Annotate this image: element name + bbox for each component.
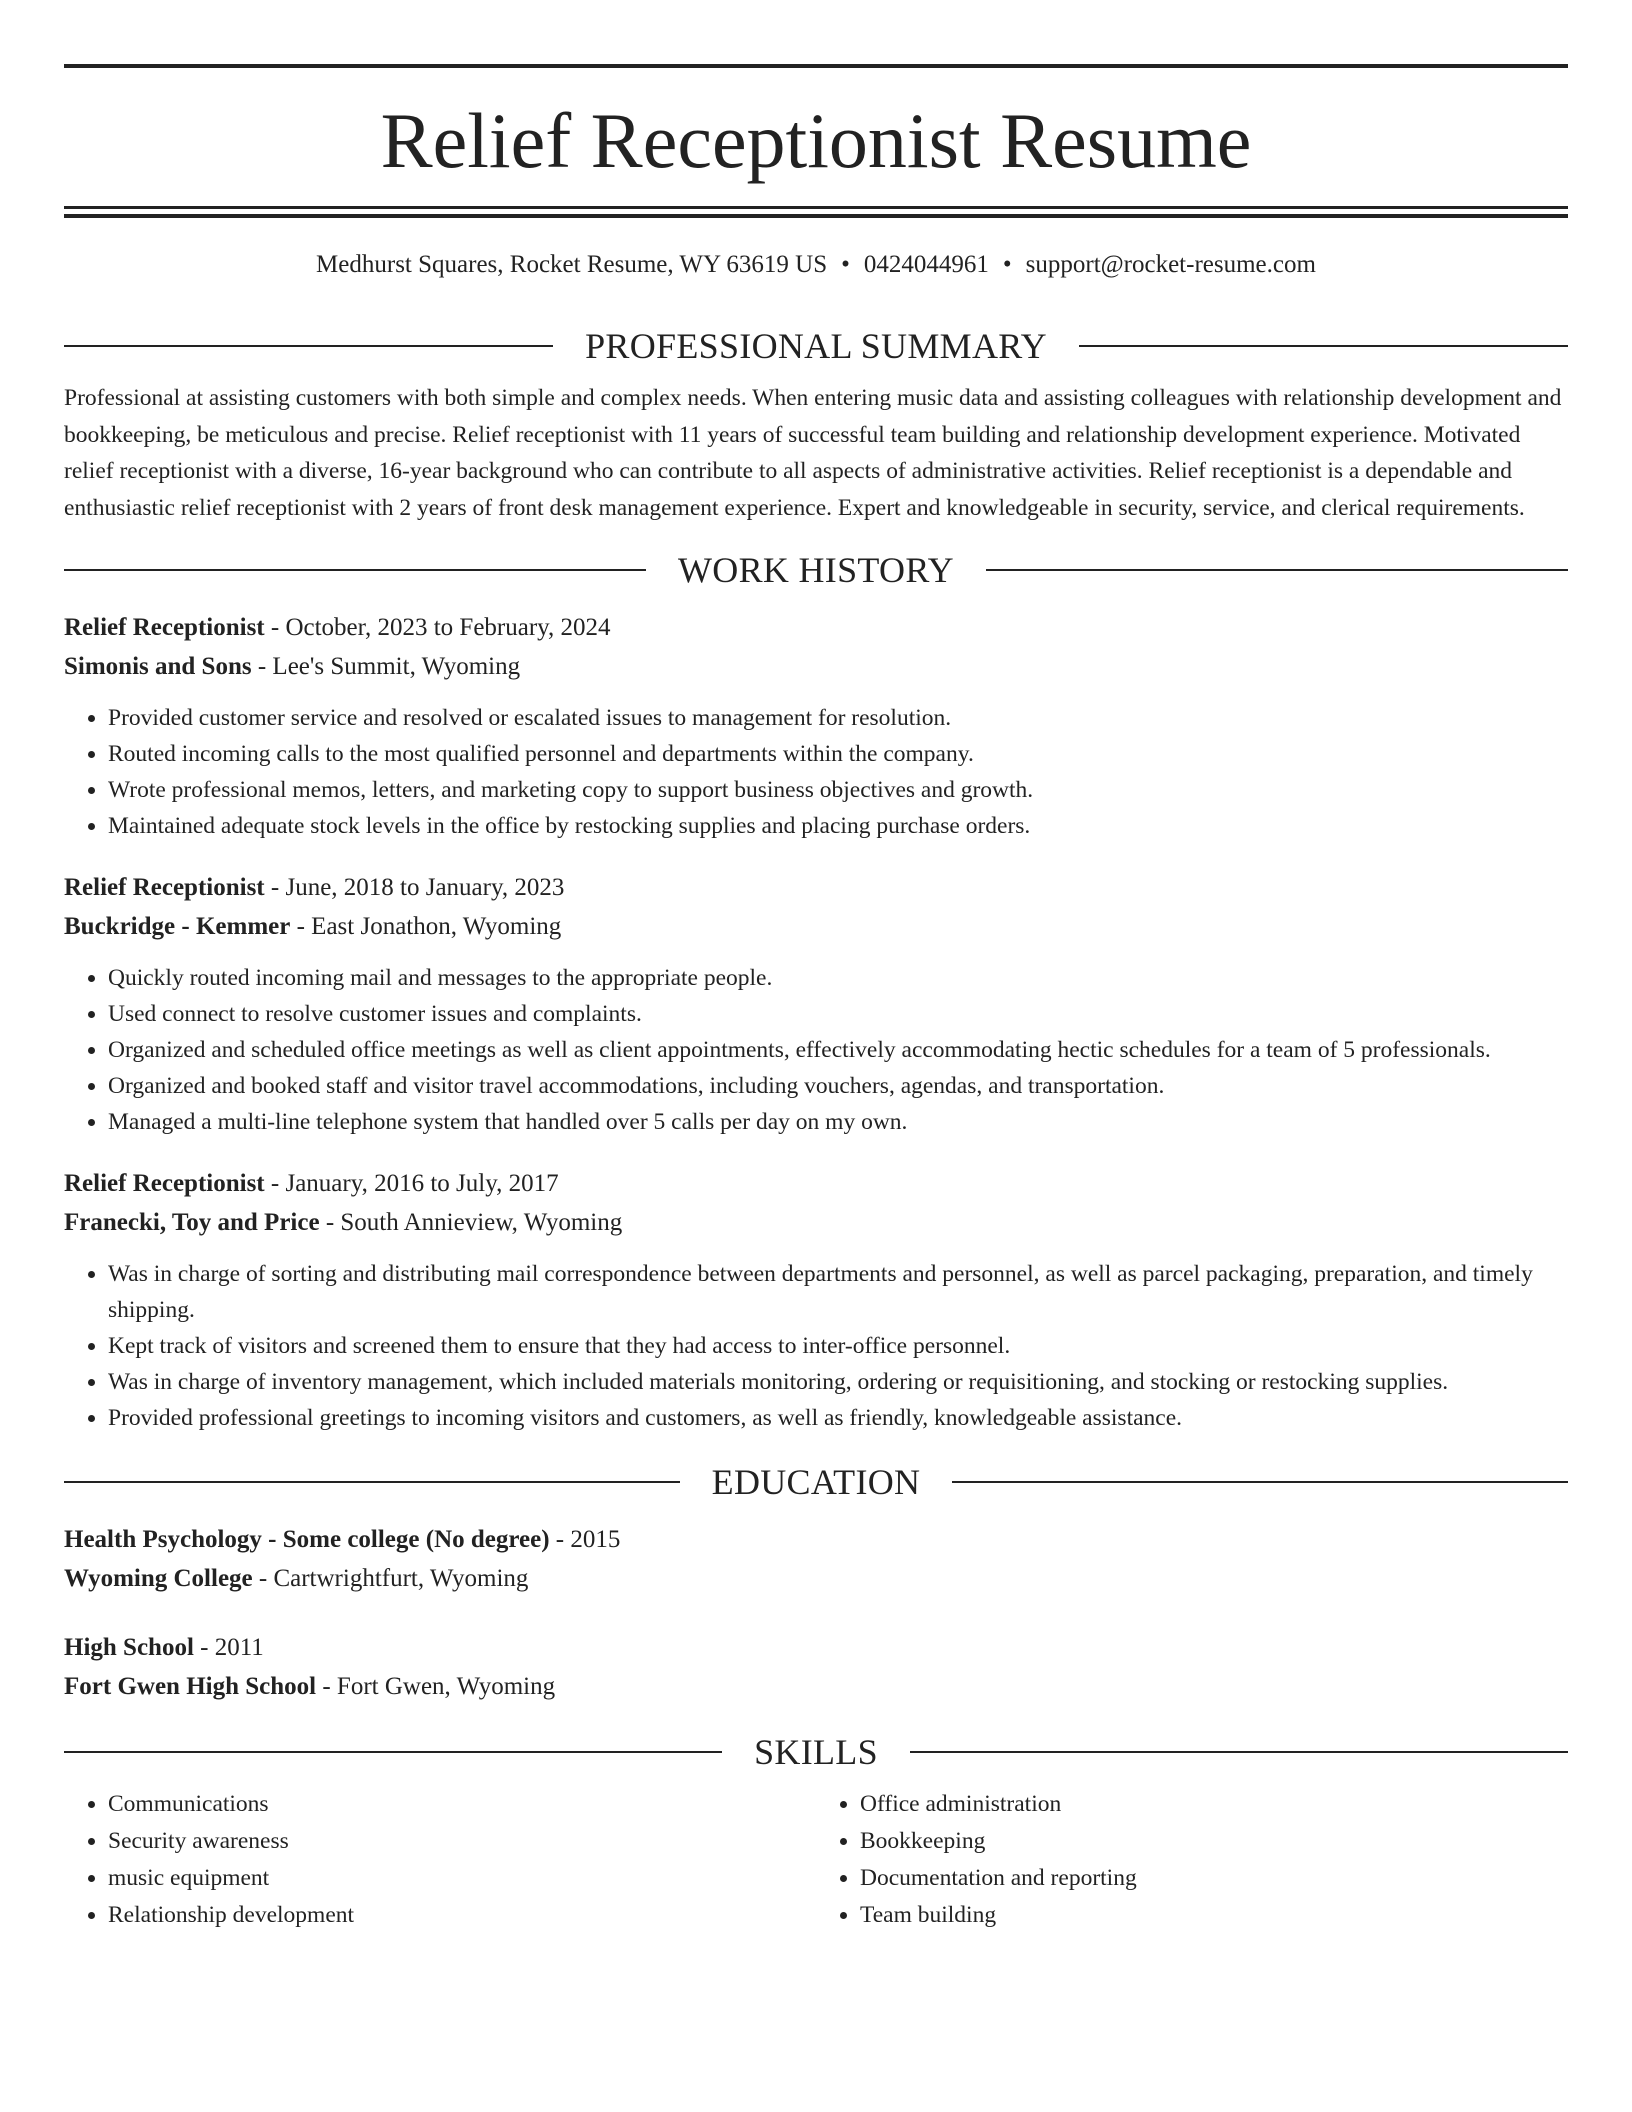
skill-item: • Office administration — [860, 1786, 1568, 1823]
page-title: Relief Receptionist Resume — [380, 97, 1252, 184]
resume-content — [64, 64, 1568, 1934]
job-title: Relief Receptionist — [64, 1170, 265, 1197]
job-company-line — [64, 907, 1568, 946]
education-entry — [64, 1628, 1568, 1706]
job-title-line — [64, 608, 1568, 647]
contact-phone: 0424044961 — [863, 251, 989, 278]
job-dates: - January, 2016 to July, 2017 — [264, 1170, 559, 1197]
contact-separator: • — [841, 251, 850, 278]
section-heading-label: WORK HISTORY — [678, 550, 954, 590]
contact-email: support@rocket-resume.com — [1025, 251, 1316, 278]
job-bullet: • Organized and booked staff and visitor travel accommodations, including vouchers, agendas, and transportation. — [108, 1068, 1568, 1104]
section-heading-work — [64, 550, 1568, 590]
job-entry — [64, 1164, 1568, 1436]
skill-item: • Communications — [108, 1786, 816, 1823]
skills-column-right — [816, 1786, 1568, 1934]
job-bullet: • Maintained adequate stock levels in the office by restocking supplies and placing purchase orders. — [108, 808, 1568, 844]
job-bullet: • Provided professional greetings to incoming visitors and customers, as well as friendly, knowledgeable assistance. — [108, 1400, 1568, 1436]
skill-item: • Bookkeeping — [860, 1823, 1568, 1860]
job-location: - South Annieview, Wyoming — [319, 1209, 623, 1236]
contact-line — [64, 250, 1568, 280]
education-location: - Fort Gwen, Wyoming — [316, 1673, 556, 1700]
education-school: Fort Gwen High School — [64, 1673, 317, 1700]
skill-item: • music equipment — [108, 1860, 816, 1897]
summary-text: Professional at assisting customers with both simple and complex needs. When entering music data and assisting colleagues with relationship development and bookkeeping, be meticulous and precise. Relief receptionist with 11 years of successful team building and relationship development experience. Motivated relief receptionist with a diverse, 16-year background who can contribute to all aspects of administrative activities. Relief receptionist is a dependable and enthusiastic relief receptionist with 2 years of front desk management experience. Expert and knowledgeable in security, service, and clerical requirements. — [64, 385, 1562, 521]
education-entry — [64, 1520, 1568, 1598]
section-heading-education — [64, 1462, 1568, 1502]
job-company-line — [64, 647, 1568, 686]
job-entry — [64, 868, 1568, 1140]
education-degree: High School — [64, 1634, 194, 1661]
job-dates: - October, 2023 to February, 2024 — [264, 614, 611, 641]
education-list — [64, 1520, 1568, 1706]
education-school-line — [64, 1667, 1568, 1706]
job-bullet: • Provided customer service and resolved or escalated issues to management for resolution. — [108, 700, 1568, 736]
job-location: - Lee's Summit, Wyoming — [251, 653, 521, 680]
job-bullet: • Kept track of visitors and screened them to ensure that they had access to inter-office personnel. — [108, 1328, 1568, 1364]
title-double-rule — [64, 206, 1568, 218]
section-heading-label: SKILLS — [754, 1732, 878, 1772]
job-entry — [64, 608, 1568, 844]
job-bullet: • Quickly routed incoming mail and messages to the appropriate people. — [108, 960, 1568, 996]
section-heading-skills — [64, 1732, 1568, 1772]
job-bullets — [64, 1256, 1568, 1436]
contact-separator: • — [1002, 251, 1012, 278]
job-location: - East Jonathon, Wyoming — [290, 913, 562, 940]
job-bullet: • Was in charge of sorting and distributing mail correspondence between departments and personnel, as well as parcel packaging, preparation, and timely shipping. — [108, 1256, 1568, 1328]
work-history-list — [64, 608, 1568, 1436]
skill-item: • Documentation and reporting — [860, 1860, 1568, 1897]
job-bullet: • Was in charge of inventory management, which included materials monitoring, ordering or requisitioning, and stocking or restocking supplies. — [108, 1364, 1568, 1400]
job-bullets — [64, 700, 1568, 844]
education-year: - 2011 — [193, 1634, 264, 1661]
skills-grid — [64, 1786, 1568, 1934]
skills-column-left — [64, 1786, 816, 1934]
skill-item: • Team building — [860, 1897, 1568, 1934]
skill-item: • Relationship development — [108, 1897, 816, 1934]
job-bullet: • Used connect to resolve customer issues and complaints. — [108, 996, 1568, 1032]
job-company: Simonis and Sons — [64, 653, 252, 680]
education-school-line — [64, 1559, 1568, 1598]
job-title-line — [64, 1164, 1568, 1203]
skill-item: • Security awareness — [108, 1823, 816, 1860]
job-dates: - June, 2018 to January, 2023 — [264, 874, 565, 901]
job-title: Relief Receptionist — [64, 874, 265, 901]
section-heading-label: PROFESSIONAL SUMMARY — [585, 326, 1047, 366]
job-company: Buckridge - Kemmer — [64, 913, 291, 940]
contact-address: Medhurst Squares, Rocket Resume, WY 63619 US — [316, 251, 828, 278]
education-degree-line — [64, 1628, 1568, 1667]
job-title: Relief Receptionist — [64, 614, 265, 641]
job-company: Franecki, Toy and Price — [64, 1209, 320, 1236]
education-location: - Cartwrightfurt, Wyoming — [252, 1565, 529, 1592]
education-year: - 2015 — [549, 1526, 621, 1553]
education-degree-line — [64, 1520, 1568, 1559]
job-company-line — [64, 1203, 1568, 1242]
job-title-line — [64, 868, 1568, 907]
education-degree: Health Psychology - Some college (No degree) — [64, 1526, 550, 1553]
job-bullet: • Routed incoming calls to the most qualified personnel and departments within the company. — [108, 736, 1568, 772]
job-bullet: • Managed a multi-line telephone system that handled over 5 calls per day on my own. — [108, 1104, 1568, 1140]
job-bullet: • Wrote professional memos, letters, and marketing copy to support business objectives and growth. — [108, 772, 1568, 808]
job-bullet: • Organized and scheduled office meetings as well as client appointments, effectively accommodating hectic schedules for a team of 5 professionals. — [108, 1032, 1568, 1068]
education-school: Wyoming College — [64, 1565, 253, 1592]
section-heading-label: EDUCATION — [711, 1462, 921, 1502]
job-bullets — [64, 960, 1568, 1140]
section-heading-summary — [64, 326, 1568, 366]
